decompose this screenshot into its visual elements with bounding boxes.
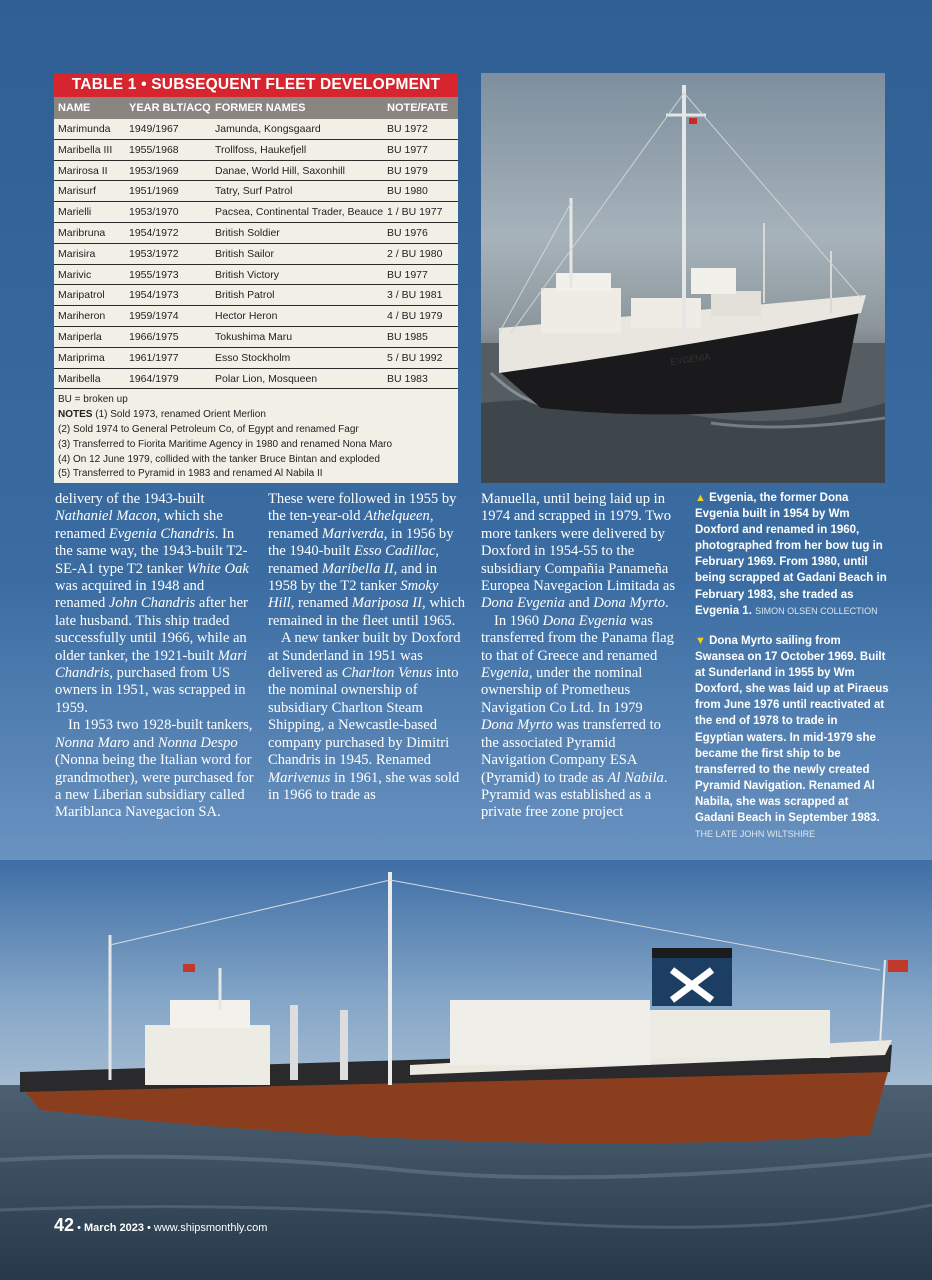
table-row (54, 181, 458, 202)
table-row (54, 369, 458, 390)
cell-fate: 2 / BU 1980 (387, 247, 443, 260)
cell-year: 1966/1975 (129, 330, 179, 343)
article-column-3: Manuella, until being laid up in 1974 and scrapped in 1979. Two more tankers were delivered by Doxford in 1954-55 to the subsidiary Compañia Panameña Europea Navegacion Limitada as Dona Evgenia and Dona Myrto. In 1960 Dona Evgenia was transferred from the Panama flag to that of Greece and renamed Evgenia, under the nominal ownership of Prometheus Navigation Co Ltd. In 1979 Dona Myrto was transferred to the associated Pyramid Navigation Company ESA (Pyramid) to trade as Al Nabila. Pyramid was established as a private free zone project (481, 491, 676, 821)
cell-year: 1953/1970 (129, 206, 179, 219)
table-row (54, 265, 458, 286)
website-link[interactable]: www.shipsmonthly.com (153, 1222, 268, 1234)
issue-date: March 2023 (84, 1222, 144, 1234)
table-row (54, 223, 458, 244)
article-column-2: These were followed in 1955 by the ten-year-old Athelqueen, renamed Mariverda, in 1956 by the 1940-built Esso Cadillac, renamed Maribella II, and in 1958 by the T2 tanker Smoky Hill, renamed Mariposa II, which remained in the fleet until 1965. A new tanker built by Doxford at Sunderland in 1951 was delivered as Charlton Venus into the nominal ownership of subsidiary Charlton Steam Shipping, a Newcastle-based company purchased by Dimitri Chandris in 1945. Renamed Marivenus in 1961, she was sold in 1966 to trade as (268, 491, 465, 803)
caption-top-credit: SIMON OLSEN COLLECTION (755, 605, 878, 616)
fleet-table (54, 73, 458, 483)
table-row (54, 348, 458, 369)
table-header-row (54, 97, 458, 119)
cell-name: Marimunda (58, 123, 111, 135)
caption-bottom-photo: ▼ Dona Myrto sailing from Swansea on 17 October 1969. Built at Sunderland in 1955 by Wm Doxford, she was laid up at Piraeus from June 1976 until reactivated at the end of 1978 to trade in Egyptian waters. In mid-1979 she became the first ship to be transferred to the newly created Pyramid Navigation. Renamed Al Nabila, she was scrapped at Gadani Beach in September 1983. THE LATE JOHN WILTSHIRE (695, 635, 889, 840)
cell-year: 1954/1972 (129, 226, 179, 239)
table-row (54, 285, 458, 306)
cell-name: Maripatrol (58, 289, 105, 302)
cell-former-names: Tokushima Maru (215, 330, 293, 343)
cell-year: 1961/1977 (129, 351, 179, 364)
caption-up-arrow-icon: ▲ (695, 492, 706, 504)
cell-former-names: Jamunda, Kongsgaard (215, 123, 321, 135)
caption-top-photo: ▲ Evgenia, the former Dona Evgenia built in 1954 by Wm Doxford and renamed in 1960, photographed from her bow tug in February 1969. From 1980, until being scrapped at Gadani Beach in February 1983, she traded as Evgenia 1. SIMON OLSEN COLLECTION (695, 492, 887, 617)
cell-former-names: Polar Lion, Mosqueen (215, 372, 318, 385)
cell-former-names: Pacsea, Continental Trader, Beauce (215, 206, 383, 219)
cell-year: 1955/1973 (129, 268, 179, 281)
cell-year: 1951/1969 (129, 185, 179, 198)
table-row (54, 244, 458, 265)
note-1: NOTES (1) Sold 1973, renamed Orient Merlion (58, 409, 266, 421)
cell-fate: 5 / BU 1992 (387, 351, 443, 364)
cell-fate: BU 1972 (387, 123, 428, 135)
cell-former-names: Danae, World Hill, Saxonhill (215, 164, 345, 177)
header-former-names: FORMER NAMES (215, 102, 306, 114)
header-year: YEAR BLT/ACQ (129, 102, 211, 114)
cell-name: Marisurf (58, 185, 96, 198)
cell-name: Marivic (58, 268, 92, 281)
header-note-fate: NOTE/FATE (387, 102, 448, 114)
cell-name: Maribella III (58, 143, 113, 156)
cell-former-names: Trollfoss, Haukefjell (215, 143, 307, 156)
table-notes (54, 389, 458, 482)
cell-fate: BU 1985 (387, 330, 428, 343)
cell-name: Mariheron (58, 310, 106, 323)
evgenia-ship-image (481, 73, 885, 483)
cell-fate: BU 1979 (387, 164, 428, 177)
hull-name-text: EVGENIA (669, 351, 711, 367)
cell-name: Maribruna (58, 226, 106, 239)
header-name: NAME (58, 102, 91, 114)
bu-note: BU = broken up (58, 394, 128, 406)
cell-former-names: Esso Stockholm (215, 351, 291, 364)
cell-former-names: Hector Heron (215, 310, 278, 323)
cell-year: 1954/1973 (129, 289, 179, 302)
cell-fate: BU 1976 (387, 226, 428, 239)
cell-year: 1955/1968 (129, 143, 179, 156)
cell-fate: 4 / BU 1979 (387, 310, 443, 323)
notes-label: NOTES (58, 409, 93, 421)
cell-year: 1959/1974 (129, 310, 179, 323)
table-body (54, 119, 458, 389)
evgenia-photo (481, 73, 885, 483)
cell-year: 1949/1967 (129, 123, 179, 135)
cell-name: Marirosa II (58, 164, 108, 177)
cell-fate: BU 1983 (387, 372, 428, 385)
table-row (54, 161, 458, 182)
cell-name: Maribella (58, 372, 101, 385)
caption-bottom-credit: THE LATE JOHN WILTSHIRE (695, 829, 816, 840)
page-number: 42 (54, 1215, 75, 1235)
cell-fate: BU 1977 (387, 268, 428, 281)
page-footer: 42 • March 2023 • www.shipsmonthly.com (54, 1215, 268, 1235)
table-row (54, 202, 458, 223)
table-title: TABLE 1 • SUBSEQUENT FLEET DEVELOPMENT (54, 73, 458, 97)
note-3: (3) Transferred to Fiorita Maritime Agency in 1980 and renamed Nona Maro (58, 438, 393, 450)
cell-former-names: British Patrol (215, 289, 275, 302)
cell-fate: BU 1980 (387, 185, 428, 198)
note-4: (4) On 12 June 1979, collided with the tanker Bruce Bintan and exploded (58, 453, 380, 465)
note-2: (2) Sold 1974 to General Petroleum Co, of Egypt and renamed Fagr (58, 423, 359, 435)
table-row (54, 306, 458, 327)
cell-former-names: British Victory (215, 268, 279, 281)
cell-fate: 1 / BU 1977 (387, 206, 443, 219)
table-row (54, 327, 458, 348)
cell-former-names: British Sailor (215, 247, 274, 260)
table-row (54, 140, 458, 161)
cell-fate: 3 / BU 1981 (387, 289, 443, 302)
table-row (54, 119, 458, 140)
cell-name: Mariprima (58, 351, 105, 364)
article-column-1: delivery of the 1943-built Nathaniel Macon, which she renamed Evgenia Chandris. In the same way, the 1943-built T2-SE-A1 type T2 tanker White Oak was acquired in 1948 and renamed John Chandris after her late husband. This ship traded successfully until 1966, while an older tanker, the 1921-built Mari Chandris, purchased from US owners in 1951, was scrapped in 1959. In 1953 two 1928-built tankers, Nonna Maro and Nonna Despo (Nonna being the Italian word for grandmother), were purchased for a new Liberian subsidiary called Mariblanca Navegacion SA. (55, 491, 254, 821)
note-5: (5) Transferred to Pyramid in 1983 and renamed Al Nabila II (58, 468, 323, 480)
cell-name: Marielli (58, 206, 92, 219)
cell-former-names: British Soldier (215, 226, 280, 239)
cell-year: 1964/1979 (129, 372, 179, 385)
cell-fate: BU 1977 (387, 143, 428, 156)
cell-former-names: Tatry, Surf Patrol (215, 185, 293, 198)
cell-name: Mariperla (58, 330, 102, 343)
cell-year: 1953/1972 (129, 247, 179, 260)
caption-down-arrow-icon: ▼ (695, 635, 706, 647)
cell-name: Marisira (58, 247, 96, 260)
cell-year: 1953/1969 (129, 164, 179, 177)
